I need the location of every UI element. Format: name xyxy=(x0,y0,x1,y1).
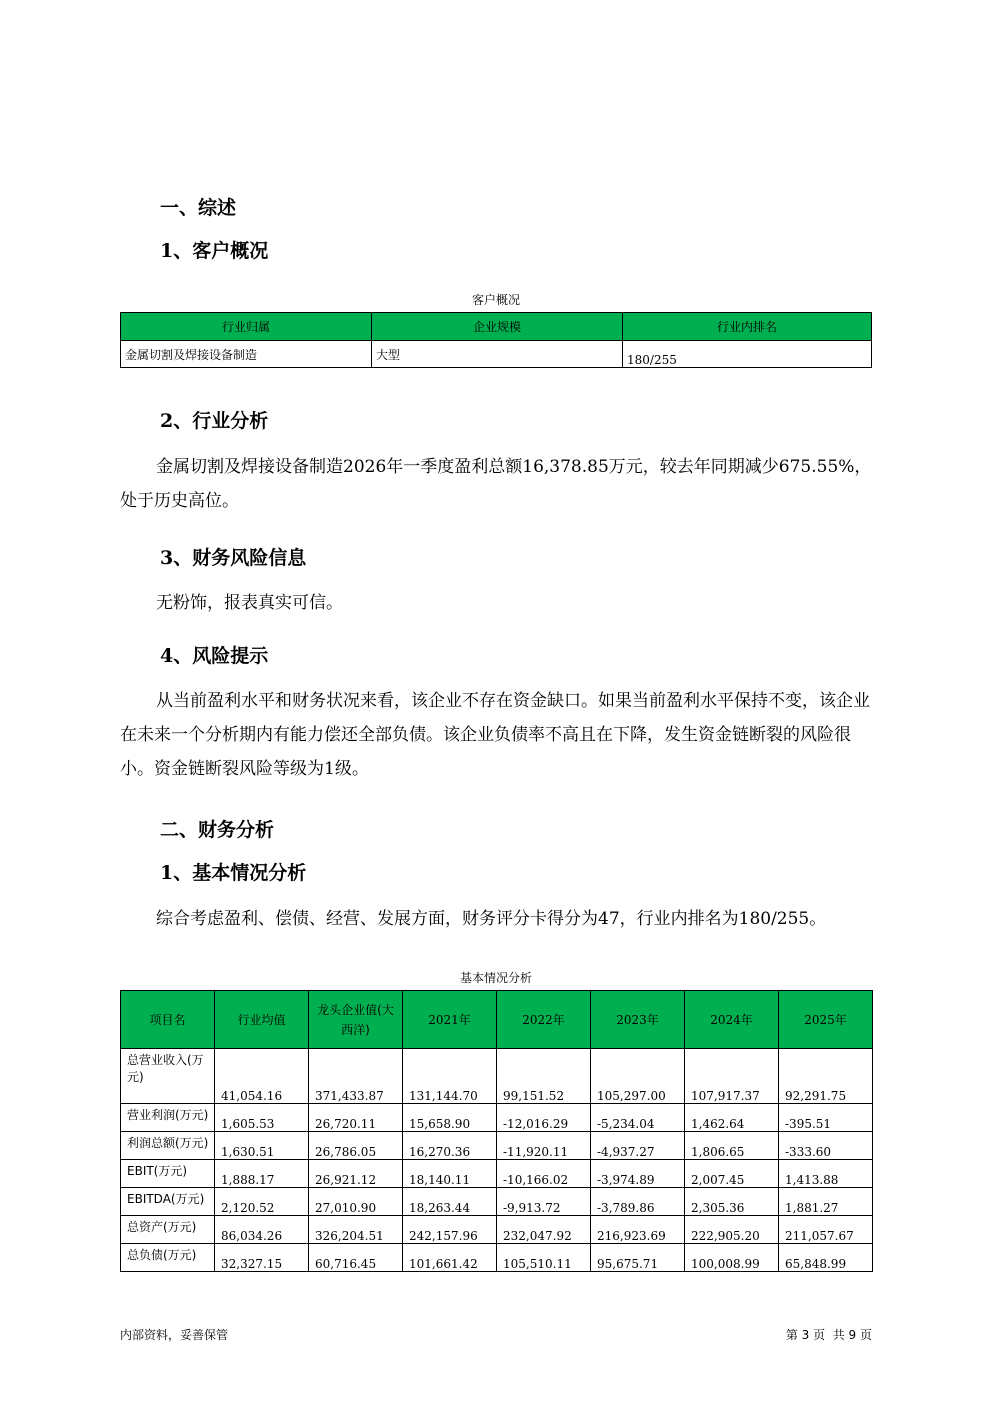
table-cell: 27,010.90 xyxy=(309,1188,403,1216)
table-cell: 99,151.52 xyxy=(497,1049,591,1104)
row-label: 营业利润(万元) xyxy=(121,1104,215,1132)
table-cell: 1,630.51 xyxy=(215,1132,309,1160)
table-cell: -10,166.02 xyxy=(497,1160,591,1188)
table-cell: 2,305.36 xyxy=(685,1188,779,1216)
table-cell: 41,054.16 xyxy=(215,1049,309,1104)
table-cell: 1,888.17 xyxy=(215,1160,309,1188)
table-row xyxy=(121,1132,873,1160)
basic-analysis-text xyxy=(120,902,880,936)
footer-confidential: 内部资料，妥善保管 xyxy=(120,1328,229,1342)
table-cell: 100,008.99 xyxy=(685,1244,779,1272)
table-cell: 242,157.96 xyxy=(403,1216,497,1244)
risk-hint-text xyxy=(120,684,880,786)
table-cell: 92,291.75 xyxy=(779,1049,873,1104)
basic-analysis-table xyxy=(120,990,873,1272)
table-cell: 1,462.64 xyxy=(685,1104,779,1132)
table-cell: 371,433.87 xyxy=(309,1049,403,1104)
table-cell: 18,263.44 xyxy=(403,1188,497,1216)
section-1-title: 一、综述 xyxy=(160,197,237,219)
table-cell: 1,881.27 xyxy=(779,1188,873,1216)
header-2023: 2023年 xyxy=(591,991,685,1049)
table-cell: 95,675.71 xyxy=(591,1244,685,1272)
industry-analysis-body: 金属切割及焊接设备制造2026年一季度盈利总额16,378.85万元，较去年同期减少675.55%，处于历史高位。 xyxy=(120,457,872,511)
table-cell: 131,144.70 xyxy=(403,1049,497,1104)
header-item: 项目名 xyxy=(121,991,215,1049)
header-industry: 行业归属 xyxy=(121,313,372,341)
table-row xyxy=(121,341,872,368)
table-cell: 105,510.11 xyxy=(497,1244,591,1272)
customer-overview-table xyxy=(120,312,872,368)
basic-analysis-heading: 1、基本情况分析 xyxy=(160,862,307,884)
row-label: 总负债(万元) xyxy=(121,1244,215,1272)
table-cell: 211,057.67 xyxy=(779,1216,873,1244)
risk-info-heading: 3、财务风险信息 xyxy=(160,547,307,569)
header-2024: 2024年 xyxy=(685,991,779,1049)
row-label: 总资产(万元) xyxy=(121,1216,215,1244)
table-cell: 26,720.11 xyxy=(309,1104,403,1132)
table-cell: -12,016.29 xyxy=(497,1104,591,1132)
row-label: 利润总额(万元) xyxy=(121,1132,215,1160)
table-row xyxy=(121,1216,873,1244)
cell-rank: 180/255 xyxy=(623,341,872,368)
industry-analysis-heading: 2、行业分析 xyxy=(160,410,269,432)
table-cell: 16,270.36 xyxy=(403,1132,497,1160)
table-cell: 105,297.00 xyxy=(591,1049,685,1104)
table-cell: 86,034.26 xyxy=(215,1216,309,1244)
table-cell: -11,920.11 xyxy=(497,1132,591,1160)
header-2021: 2021年 xyxy=(403,991,497,1049)
basic-analysis-rows xyxy=(121,1049,873,1272)
table-cell: 2,120.52 xyxy=(215,1188,309,1216)
table-row xyxy=(121,1049,873,1104)
table-cell: 216,923.69 xyxy=(591,1216,685,1244)
section-2-title: 二、财务分析 xyxy=(160,819,275,841)
header-rank: 行业内排名 xyxy=(623,313,872,341)
customer-overview-caption: 客户概况 xyxy=(471,293,520,307)
table-cell: 15,658.90 xyxy=(403,1104,497,1132)
table-row xyxy=(121,1188,873,1216)
table-cell: 65,848.99 xyxy=(779,1244,873,1272)
table-cell: -3,789.86 xyxy=(591,1188,685,1216)
table-row xyxy=(121,1160,873,1188)
table-cell: 18,140.11 xyxy=(403,1160,497,1188)
cell-scale: 大型 xyxy=(372,341,623,368)
header-industry-avg: 行业均值 xyxy=(215,991,309,1049)
customer-overview-heading: 1、客户概况 xyxy=(160,240,269,262)
table-cell: -5,234.04 xyxy=(591,1104,685,1132)
header-leader: 龙头企业值(大西洋) xyxy=(309,991,403,1049)
risk-info-text xyxy=(120,586,880,620)
footer-page-number: 第 3 页 共 9 页 xyxy=(785,1328,872,1342)
table-cell: 60,716.45 xyxy=(309,1244,403,1272)
header-2022: 2022年 xyxy=(497,991,591,1049)
table-row xyxy=(121,1244,873,1272)
table-header-row xyxy=(121,313,872,341)
table-cell: -4,937.27 xyxy=(591,1132,685,1160)
table-cell: 26,786.05 xyxy=(309,1132,403,1160)
table-row xyxy=(121,1104,873,1132)
table-cell: -3,974.89 xyxy=(591,1160,685,1188)
table-cell: 107,917.37 xyxy=(685,1049,779,1104)
table-header-row xyxy=(121,991,873,1049)
row-label: 总营业收入(万元) xyxy=(121,1049,215,1104)
header-scale: 企业规模 xyxy=(372,313,623,341)
table-cell: -395.51 xyxy=(779,1104,873,1132)
table-cell: 32,327.15 xyxy=(215,1244,309,1272)
industry-analysis-text xyxy=(120,450,880,518)
row-label: EBITDA(万元) xyxy=(121,1188,215,1216)
table-cell: 1,806.65 xyxy=(685,1132,779,1160)
risk-hint-heading: 4、风险提示 xyxy=(160,645,269,667)
table-cell: 1,413.88 xyxy=(779,1160,873,1188)
risk-info-body: 无粉饰，报表真实可信。 xyxy=(156,593,343,613)
basic-analysis-body: 综合考虑盈利、偿债、经营、发展方面，财务评分卡得分为47，行业内排名为180/255。 xyxy=(156,909,827,929)
basic-analysis-caption: 基本情况分析 xyxy=(459,971,532,985)
cell-industry: 金属切割及焊接设备制造 xyxy=(121,341,372,368)
table-cell: 1,605.53 xyxy=(215,1104,309,1132)
risk-hint-body: 从当前盈利水平和财务状况来看，该企业不存在资金缺口。如果当前盈利水平保持不变，该企业在未来一个分析期内有能力偿还全部负债。该企业负债率不高且在下降，发生资金链断裂的风险很小。资金链断裂风险等级为1级。 xyxy=(120,691,870,779)
table-cell: 222,905.20 xyxy=(685,1216,779,1244)
table-cell: 101,661.42 xyxy=(403,1244,497,1272)
table-cell: 2,007.45 xyxy=(685,1160,779,1188)
row-label: EBIT(万元) xyxy=(121,1160,215,1188)
table-cell: 26,921.12 xyxy=(309,1160,403,1188)
table-cell: 326,204.51 xyxy=(309,1216,403,1244)
table-cell: -9,913.72 xyxy=(497,1188,591,1216)
table-cell: -333.60 xyxy=(779,1132,873,1160)
table-cell: 232,047.92 xyxy=(497,1216,591,1244)
header-2025: 2025年 xyxy=(779,991,873,1049)
